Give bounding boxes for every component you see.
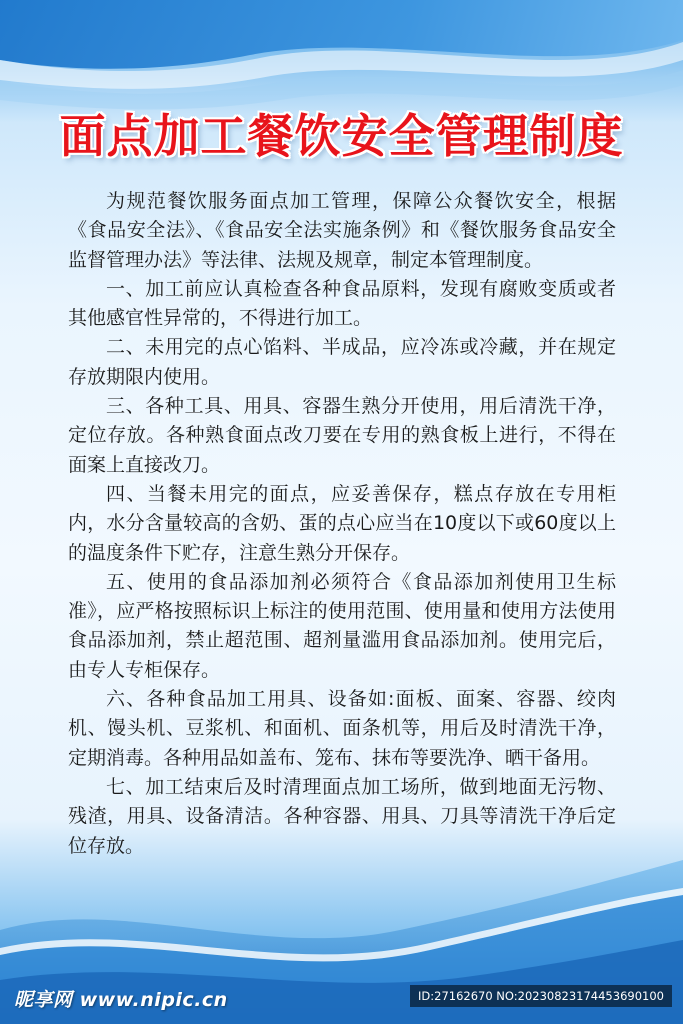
poster-title: 面点加工餐饮安全管理制度: [59, 109, 624, 163]
rule-paragraph: 五、使用的食品添加剂必须符合《食品添加剂使用卫生标准》，应严格按照标识上标注的使用范围、使用量和使用方法使用食品添加剂，禁止超范围、超剂量滥用食品添加剂。使用完后，由专人专柜保存。: [68, 570, 616, 681]
rule-paragraph: 七、加工结束后及时清理面点加工场所，做到地面无污物、残渣，用具、设备清洁。各种容器、用具、刀具等清洗干净后定位存放。: [68, 775, 616, 857]
rule-paragraph: 六、各种食品加工用具、设备如:面板、面案、容器、绞肉机、馒头机、豆浆机、和面机、面条机等，用后及时清洗干净，定期消毒。各种用品如盖布、笼布、抹布等要洗净、晒干备用。: [68, 688, 616, 769]
rule-paragraph: 二、未用完的点心馅料、半成品，应冷冻或冷藏，并在规定存放期限内使用。: [68, 336, 616, 388]
regulation-body: [68, 187, 616, 861]
intro-paragraph: 为规范餐饮服务面点加工管理，保障公众餐饮安全，根据《食品安全法》、《食品安全法实施条例》和《餐饮服务食品安全监督管理办法》等法律、法规及规章，制定本管理制度。: [68, 190, 616, 271]
image-id-bar: ID:27162670 NO:20230823174453690100: [410, 985, 672, 1007]
rule-paragraph: 四、当餐未用完的面点，应妥善保存，糕点存放在专用柜内，水分含量较高的含奶、蛋的点心应当在10度以下或60度以上的温度条件下贮存，注意生熟分开保存。: [68, 482, 616, 564]
rule-paragraph: 三、各种工具、用具、容器生熟分开使用，用后清洗干净，定位存放。各种熟食面点改刀要在专用的熟食板上进行，不得在面案上直接改刀。: [68, 395, 616, 476]
rule-paragraph: 一、加工前应认真检查各种食品原料，发现有腐败变质或者其他感官性异常的，不得进行加工。: [68, 277, 616, 330]
watermark-logo: 昵享网 www.nipic.cn: [14, 989, 228, 1011]
